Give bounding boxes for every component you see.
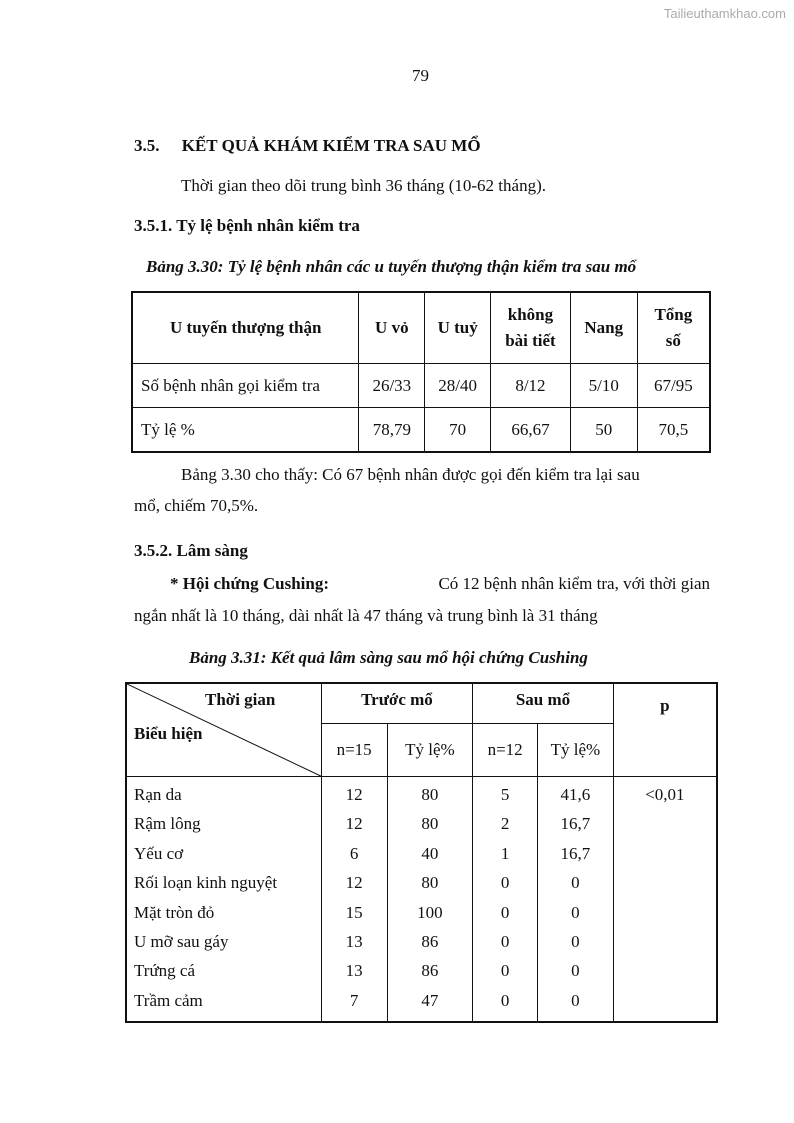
group-header-before: Trước mổ xyxy=(321,683,473,724)
cell: 16,7 xyxy=(538,839,614,868)
cell: 67/95 xyxy=(637,364,710,408)
table1-caption: Bảng 3.30: Tỷ lệ bệnh nhân các u tuyến thượng thận kiểm tra sau mổ xyxy=(146,257,637,276)
cell: 8/12 xyxy=(491,364,571,408)
cell: 12 xyxy=(321,868,387,897)
row-label: Rậm lông xyxy=(126,809,321,838)
cell: 0 xyxy=(473,927,538,956)
header-line: không xyxy=(507,305,554,324)
cushing-text: Có 12 bệnh nhân kiểm tra, với thời gian xyxy=(438,574,710,593)
table-cushing-clinical-results xyxy=(125,682,718,1023)
cell: 78,79 xyxy=(359,408,425,453)
header-cell: U tuỷ xyxy=(425,292,491,364)
cell: 47 xyxy=(387,986,473,1022)
header-cell: Nang xyxy=(570,292,637,364)
subsection-heading-1: 3.5.1. Tỷ lệ bệnh nhân kiểm tra xyxy=(134,216,360,235)
paragraph-line: Bảng 3.30 cho thấy: Có 67 bệnh nhân được gọi đến kiểm tra lại sau xyxy=(181,465,640,484)
cell: 41,6 xyxy=(538,777,614,810)
cell: 16,7 xyxy=(538,809,614,838)
cell: 6 xyxy=(321,839,387,868)
cell: 0 xyxy=(538,956,614,985)
table2-caption: Bảng 3.31: Kết quả lâm sàng sau mổ hội chứng Cushing xyxy=(189,648,588,667)
cushing-label: * Hội chứng Cushing: xyxy=(170,574,329,593)
table-header-row xyxy=(126,683,717,724)
row-label: Số bệnh nhân gọi kiểm tra xyxy=(132,364,359,408)
subheader-cell: n=15 xyxy=(321,724,387,777)
table-row xyxy=(132,408,710,453)
paragraph-line xyxy=(170,574,710,594)
cell: 70 xyxy=(425,408,491,453)
row-label: Mặt tròn đỏ xyxy=(126,898,321,927)
cell: 28/40 xyxy=(425,364,491,408)
section-title: KẾT QUẢ KHÁM KIỂM TRA SAU MỔ xyxy=(181,136,481,155)
cell: 70,5 xyxy=(637,408,710,453)
header-line: bài tiết xyxy=(505,331,556,350)
table-header-row xyxy=(132,292,710,364)
subheader-cell: Tỷ lệ% xyxy=(538,724,614,777)
cell: 80 xyxy=(387,809,473,838)
subsection-heading-2: 3.5.2. Lâm sàng xyxy=(134,541,248,560)
cell: 0 xyxy=(538,868,614,897)
p-header: p xyxy=(613,683,717,777)
cell: 15 xyxy=(321,898,387,927)
subheader-cell: n=12 xyxy=(473,724,538,777)
header-line: số xyxy=(665,331,681,350)
cell: 80 xyxy=(387,868,473,897)
cell: 50 xyxy=(570,408,637,453)
header-cell: U tuyến thượng thận xyxy=(132,292,359,364)
cell: 5/10 xyxy=(570,364,637,408)
corner-bottom-label: Biểu hiện xyxy=(134,724,203,743)
cell: 0 xyxy=(473,898,538,927)
cell: 86 xyxy=(387,956,473,985)
header-line: Tổng xyxy=(654,305,693,324)
header-cell xyxy=(637,292,710,364)
followup-text: Thời gian theo dõi trung bình 36 tháng (10-62 tháng). xyxy=(181,176,546,195)
group-header-after: Sau mổ xyxy=(473,683,614,724)
cell: 40 xyxy=(387,839,473,868)
row-label: Rạn da xyxy=(126,777,321,810)
cell: 0 xyxy=(473,986,538,1022)
row-label: U mỡ sau gáy xyxy=(126,927,321,956)
cell: 0 xyxy=(538,986,614,1022)
paragraph-line: mổ, chiếm 70,5%. xyxy=(134,496,259,515)
row-label: Trầm cảm xyxy=(126,986,321,1022)
cell: 1 xyxy=(473,839,538,868)
table-row xyxy=(132,364,710,408)
p-value-cell: <0,01 xyxy=(613,777,717,1023)
cell: 80 xyxy=(387,777,473,810)
cell: 2 xyxy=(473,809,538,838)
paragraph-line: ngắn nhất là 10 tháng, dài nhất là 47 tháng và trung bình là 31 tháng xyxy=(134,606,598,625)
cell: 7 xyxy=(321,986,387,1022)
subheader-cell: Tỷ lệ% xyxy=(387,724,473,777)
cell: 0 xyxy=(473,868,538,897)
header-cell: U vỏ xyxy=(359,292,425,364)
cell: 12 xyxy=(321,809,387,838)
cell: 26/33 xyxy=(359,364,425,408)
cell: 0 xyxy=(538,927,614,956)
cell: 12 xyxy=(321,777,387,810)
table-row xyxy=(126,777,717,810)
cell: 66,67 xyxy=(491,408,571,453)
header-cell xyxy=(491,292,571,364)
row-label: Rối loạn kinh nguyệt xyxy=(126,868,321,897)
cell: 5 xyxy=(473,777,538,810)
section-number: 3.5. xyxy=(134,136,160,155)
cell: 86 xyxy=(387,927,473,956)
table-patient-followup-rate xyxy=(131,291,711,453)
cell: 100 xyxy=(387,898,473,927)
row-label: Yếu cơ xyxy=(126,839,321,868)
row-label: Trứng cá xyxy=(126,956,321,985)
row-label: Tỷ lệ % xyxy=(132,408,359,453)
cell: 0 xyxy=(473,956,538,985)
page-number: 79 xyxy=(412,66,429,85)
section-heading xyxy=(134,136,481,156)
cell: 0 xyxy=(538,898,614,927)
cell: 13 xyxy=(321,956,387,985)
corner-header-cell xyxy=(126,683,321,777)
corner-top-label: Thời gian xyxy=(205,690,276,709)
watermark: Tailieuthamkhao.com xyxy=(663,6,786,21)
cell: 13 xyxy=(321,927,387,956)
